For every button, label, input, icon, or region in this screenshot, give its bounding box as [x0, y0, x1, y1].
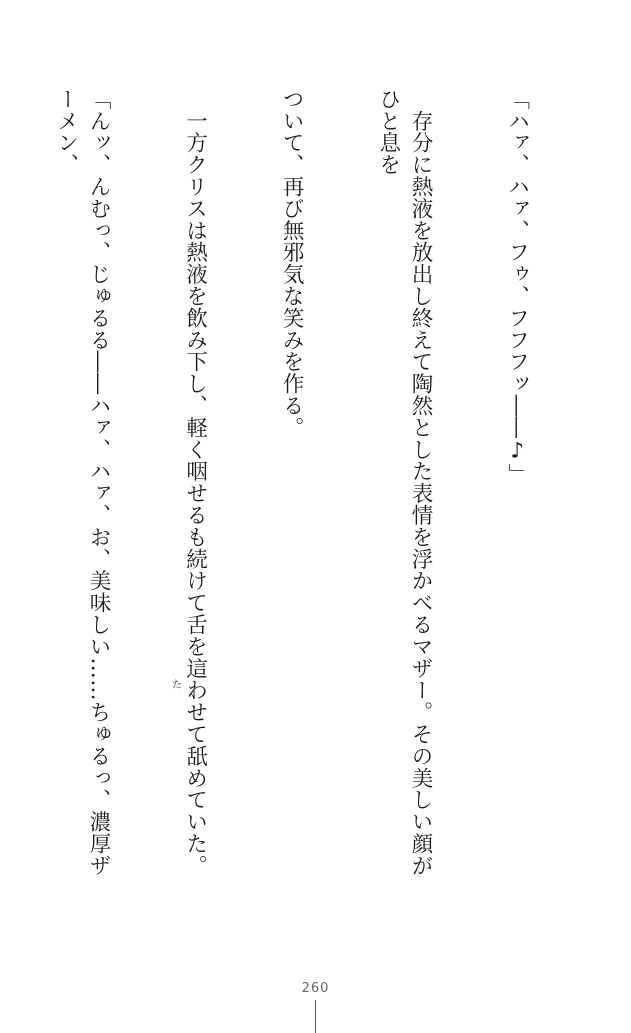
vertical-text-body: [27, 88, 597, 888]
text-line: 存分に熱液を放出し終えて陶然とした表情を浮かべるマザー。その美しい顔がひと息を: [375, 88, 433, 877]
text-line: ついて、再び無邪気な笑みを作る。: [279, 88, 305, 439]
ruby-annotation: た: [172, 680, 182, 691]
page-number: 260: [301, 981, 330, 996]
text-line: 「ハァ、ハァ、フゥ、フフフッ――♪」: [504, 88, 530, 486]
text-line: 一方クリスは熱液を飲み下し、軽く咽せるも続けて舌を這わせて舐めていた。: [182, 88, 208, 877]
page-divider: [315, 1000, 316, 1033]
text-line: 「んッ、んむっ、じゅるる――ハァ、ハァ、お、美味しい……ちゅるっ、濃厚ザーメン、: [53, 88, 111, 877]
